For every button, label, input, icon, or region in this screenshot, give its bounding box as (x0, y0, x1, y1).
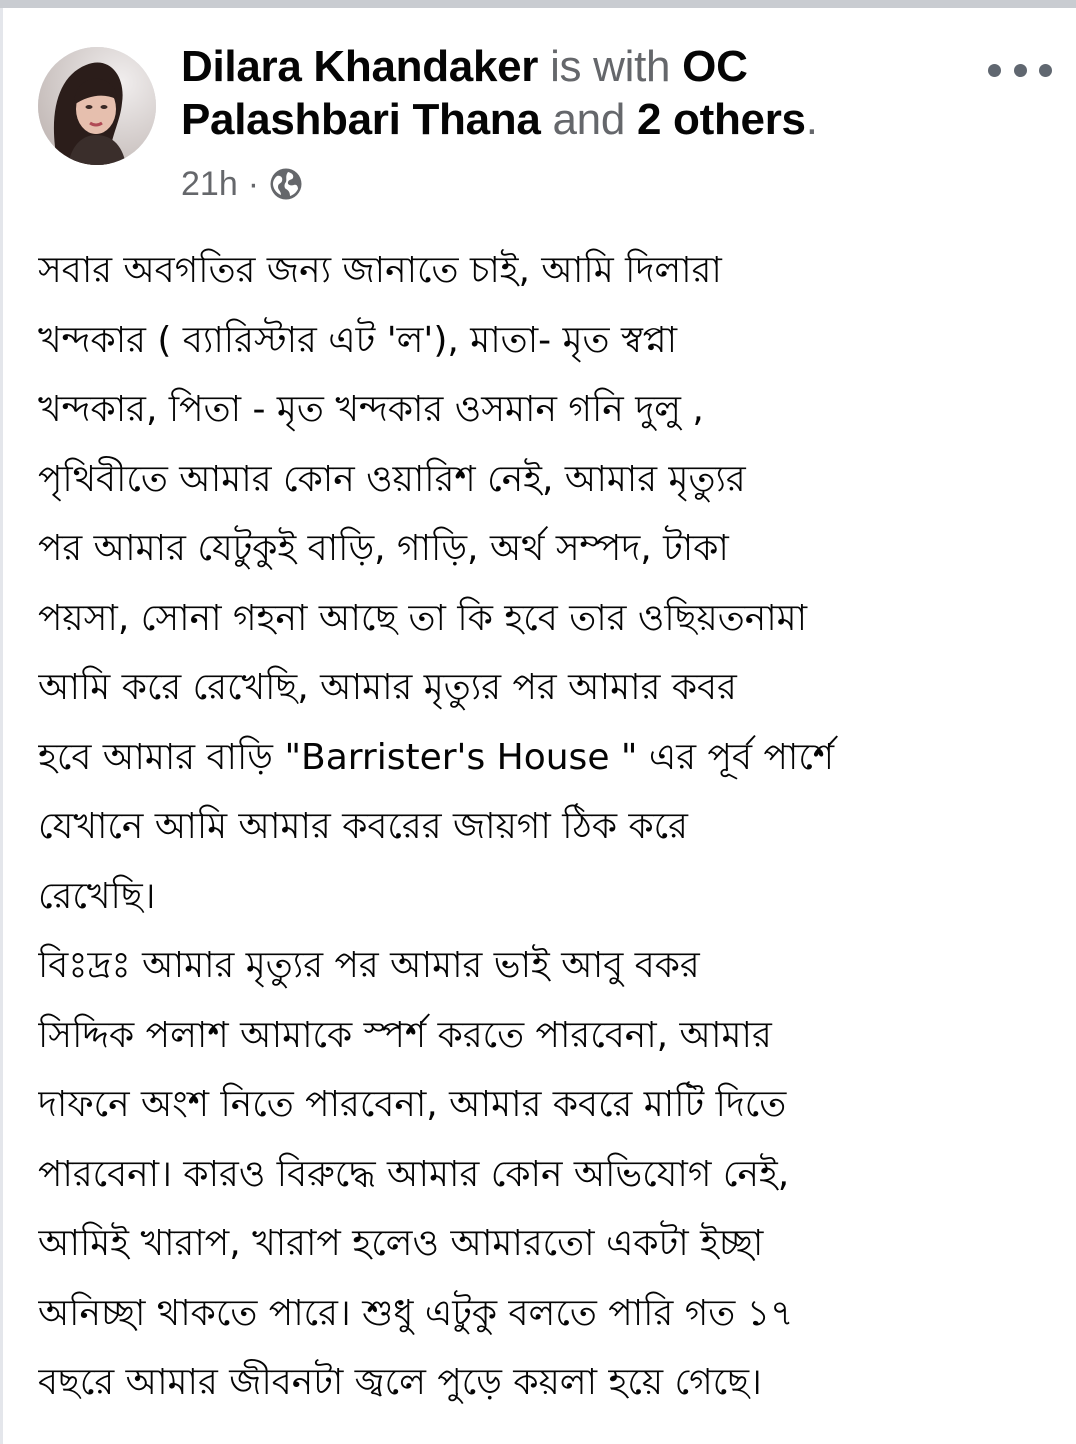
post-text (38, 236, 1048, 1418)
post-text-line: দাফনে অংশ নিতে পারবেনা, আমার কবরে মাটি দিতে (38, 1084, 787, 1125)
post-text-line: যেখানে আমি আমার কবরের জায়গা ঠিক করে (38, 806, 688, 847)
post-text-line: খন্দকার ( ব্যারিস্টার এট 'ল'), মাতা- মৃত স্বপ্না (38, 319, 678, 361)
and-text: and (552, 95, 626, 144)
post-text-line: খন্দকার, পিতা - মৃত খন্দকার ওসমান গনি দুলু , (38, 389, 704, 430)
post-text-line: রেখেছি। (38, 875, 156, 917)
avatar[interactable] (38, 47, 156, 165)
author-name[interactable]: Dilara Khandaker (181, 42, 539, 91)
more-options-button[interactable] (988, 56, 1052, 84)
post-text-line: আমিই খারাপ, খারাপ হলেও আমারতো একটা ইচ্ছা (38, 1223, 764, 1264)
card-edge (0, 8, 3, 1444)
header-period: . (805, 95, 818, 144)
post-text-line: আমি করে রেখেছি, আমার মৃত্যুর পর আমার কবর (38, 667, 737, 708)
post-text-line: সিদ্দিক পলাশ আমাকে স্পর্শ করতে পারবেনা, আমার (38, 1014, 772, 1056)
post-text-line: পৃথিবীতে আমার কোন ওয়ারিশ নেই, আমার মৃত্যুর (38, 458, 746, 500)
more-dot (1014, 64, 1027, 77)
tagged-others-link[interactable]: 2 others (636, 95, 806, 144)
post-meta (181, 162, 303, 206)
with-text: is with (550, 42, 671, 91)
post-text-line: পয়সা, সোনা গহনা আছে তা কি হবে তার ওছিয়তনামা (38, 597, 808, 639)
more-dot (1039, 64, 1052, 77)
post-text-line: বিঃদ্রঃ আমার মৃত্যুর পর আমার ভাই আবু বকর (38, 945, 700, 986)
post-text-line: পর আমার যেটুকুই বাড়ি, গাড়ি, অর্থ সম্পদ, টাকা (38, 528, 729, 569)
meta-separator: · (247, 164, 260, 203)
post-text-line: সবার অবগতির জন্য জানাতে চাই, আমি দিলারা (38, 250, 722, 291)
post-text-line: হবে আমার বাড়ি "Barrister's House " এর পূর্ব পার্শে (38, 736, 835, 778)
post-text-line: বছরে আমার জীবনটা জ্বলে পুড়ে কয়লা হয়ে গেছে। (38, 1362, 762, 1403)
globe-icon[interactable] (269, 167, 303, 201)
post-text-line: পারবেনা। কারও বিরুদ্ধে আমার কোন অভিযোগ নেই, (38, 1153, 790, 1195)
top-divider (0, 0, 1076, 8)
post-text-line: অনিচ্ছা থাকতে পারে। শুধু এটুকু বলতে পারি গত ১৭ (38, 1292, 794, 1334)
post-header (181, 40, 941, 146)
author-line (181, 40, 941, 146)
more-dot (988, 64, 1001, 77)
tagged-page-link[interactable]: OC Palashbari Thana (181, 42, 748, 144)
post-timestamp[interactable]: 21h (181, 164, 238, 203)
avatar-photo (38, 47, 156, 165)
